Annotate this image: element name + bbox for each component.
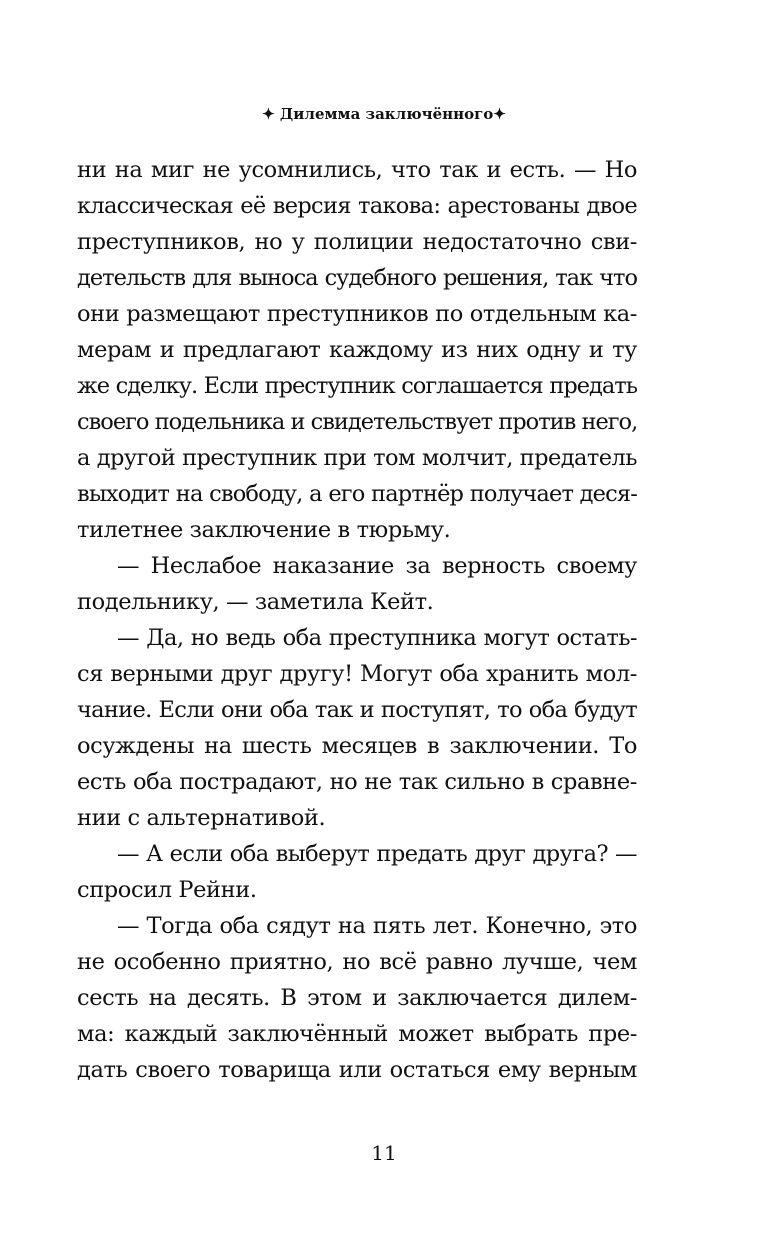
- text-line-14: — Да, но ведь оба преступника могут остать-: [117, 625, 637, 651]
- page-number: 11: [371, 1141, 397, 1165]
- text-line-6: мерам и предлагают каждому из них одну и ту: [77, 337, 637, 363]
- text-line-1: ни на миг не усомнились, что так и есть. — Но: [77, 157, 637, 183]
- text-line-4: детельств для выноса судебного решения, так что: [77, 265, 637, 291]
- text-line-2: классическая её версия такова: арестованы двое: [77, 193, 637, 219]
- text-line-21: спросил Рейни.: [77, 877, 257, 903]
- text-line-22: — Тогда оба сядут на пять лет. Конечно, это: [117, 913, 637, 939]
- running-header: ✦ Дилемма заключённого✦: [262, 105, 506, 123]
- text-line-18: есть оба пострадают, но не так сильно в сравне-: [77, 769, 637, 795]
- text-line-25: ма: каждый заключённый может выбрать пре-: [77, 1021, 637, 1047]
- text-line-19: нии с альтернативой.: [77, 805, 326, 831]
- text-line-3: преступников, но у полиции недостаточно сви-: [77, 229, 637, 255]
- text-line-9: а другой преступник при том молчит, предатель: [77, 445, 637, 471]
- text-line-15: ся верными друг другу! Могут оба хранить мол-: [77, 661, 637, 687]
- text-line-12: — Неслабое наказание за верность своему: [117, 553, 637, 579]
- text-line-13: подельнику, — заметила Кейт.: [77, 589, 434, 615]
- text-line-11: тилетнее заключение в тюрьму.: [77, 517, 451, 543]
- text-line-23: не особенно приятно, но всё равно лучше, чем: [77, 949, 637, 975]
- body-text: [77, 152, 637, 1088]
- text-line-26: дать своего товарища или остаться ему верным: [77, 1057, 637, 1083]
- text-line-16: чание. Если они оба так и поступят, то оба будут: [77, 697, 637, 723]
- text-line-20: — А если оба выберут предать друг друга? —: [117, 841, 637, 867]
- text-line-17: осуждены на шесть месяцев в заключении. То: [77, 733, 637, 759]
- text-line-10: выходит на свободу, а его партнёр получает деся-: [77, 481, 637, 507]
- text-line-5: они размещают преступников по отдельным ка-: [77, 301, 637, 327]
- text-line-24: сесть на десять. В этом и заключается дилем-: [77, 985, 637, 1011]
- text-line-7: же сделку. Если преступник соглашается предать: [77, 373, 637, 399]
- text-line-8: своего подельника и свидетельствует против него,: [77, 409, 638, 435]
